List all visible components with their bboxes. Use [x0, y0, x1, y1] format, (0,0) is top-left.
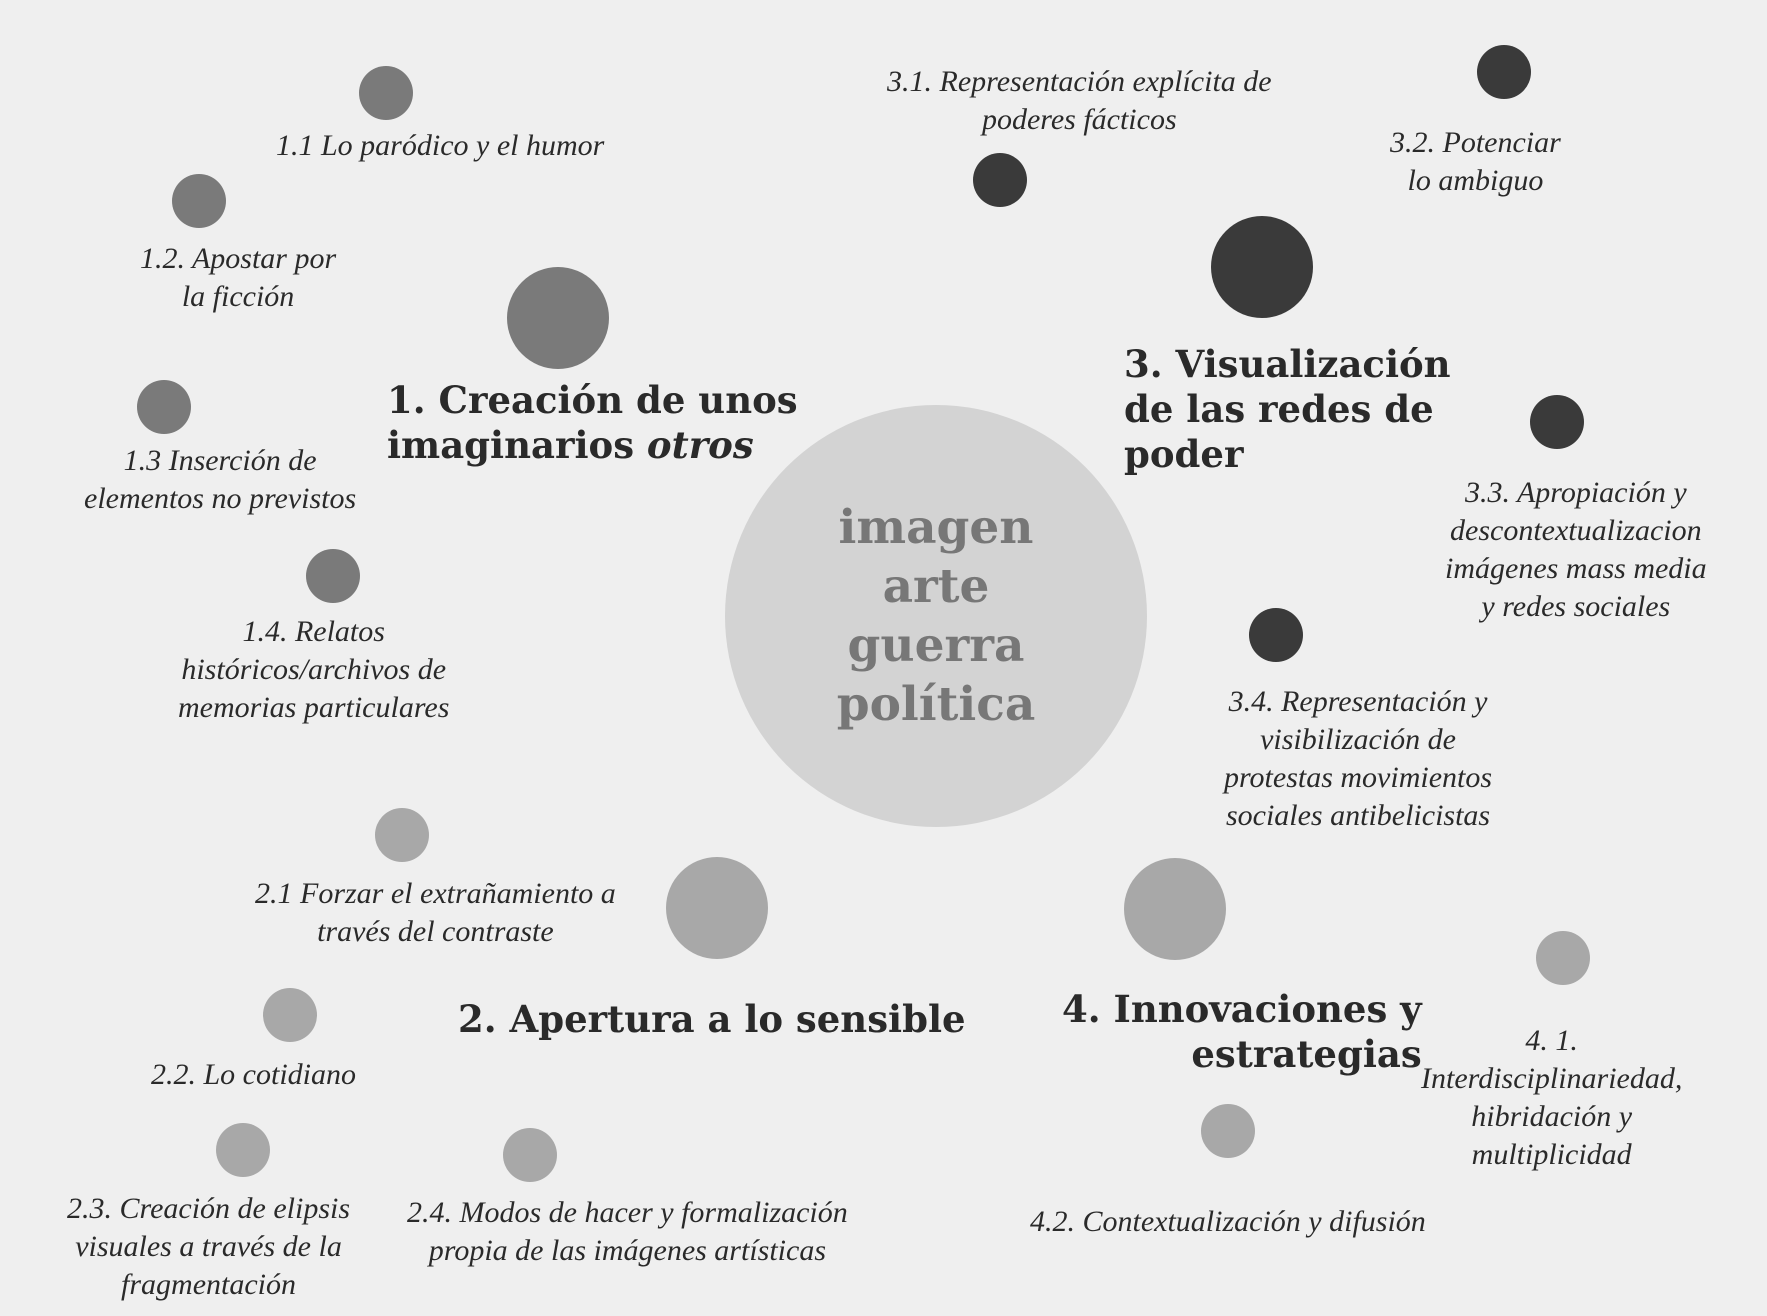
group4-title-line2: estrategias	[1191, 1032, 1422, 1076]
group1-title	[387, 378, 798, 468]
node-2-3	[216, 1123, 270, 1177]
node-1-1	[359, 66, 413, 120]
label-3-3-line4: y redes sociales	[1481, 590, 1671, 623]
label-3-2-line1: 3.2. Potenciar	[1390, 126, 1561, 159]
group3-title-line3: poder	[1124, 432, 1244, 476]
group1-title-line2	[387, 423, 798, 468]
label-3-4	[1224, 683, 1492, 835]
label-4-2	[1030, 1203, 1426, 1241]
group1-title-line2-italic: otros	[646, 423, 754, 467]
node-3-1	[973, 153, 1027, 207]
label-2-4-line1: 2.4. Modos de hacer y formalización	[407, 1196, 848, 1229]
label-3-2	[1390, 124, 1561, 200]
label-2-3	[67, 1190, 350, 1304]
node-3-4	[1249, 608, 1303, 662]
node-1-4	[306, 549, 360, 603]
label-1-3-line2: elementos no previstos	[84, 482, 357, 515]
label-2-1-line2: través del contraste	[317, 915, 554, 948]
group1-main-node	[507, 267, 609, 369]
label-3-3-line2: descontextualizacion	[1450, 514, 1702, 547]
label-2-1-line1: 2.1 Forzar el extrañamiento a	[255, 877, 616, 910]
label-3-3	[1445, 474, 1707, 626]
group4-title	[1062, 987, 1422, 1077]
group2-title	[458, 997, 966, 1042]
label-1-4-line1: 1.4. Relatos	[242, 615, 385, 648]
label-4-1	[1421, 1022, 1682, 1174]
center-word-3: guerra	[847, 618, 1025, 673]
group3-title-line1: 3. Visualización	[1124, 342, 1451, 386]
label-1-4	[178, 613, 449, 727]
group1-title-line2-plain: imaginarios	[387, 423, 647, 467]
label-1-3	[84, 442, 356, 518]
label-1-1-line1: 1.1 Lo paródico y el humor	[276, 129, 605, 162]
label-1-3-line1: 1.3 Inserción de	[123, 444, 317, 477]
group3-title	[1124, 342, 1451, 477]
label-4-1-line4: multiplicidad	[1471, 1138, 1632, 1171]
center-word-1: imagen	[838, 500, 1034, 555]
label-3-1-line2: poderes fácticos	[981, 103, 1177, 136]
group4-main-node	[1124, 858, 1226, 960]
group3-main-node	[1211, 216, 1313, 318]
label-4-1-line3: hibridación y	[1471, 1100, 1633, 1133]
node-3-2	[1477, 45, 1531, 99]
label-2-3-line1: 2.3. Creación de elipsis	[67, 1192, 351, 1225]
node-2-2	[263, 988, 317, 1042]
label-1-4-line3: memorias particulares	[178, 691, 450, 724]
label-1-2	[140, 240, 336, 316]
center-word-4: política	[836, 677, 1036, 732]
label-1-2-line2: la ficción	[181, 280, 295, 313]
group2-main-node	[666, 857, 768, 959]
group3-title-line2: de las redes de	[1124, 387, 1434, 431]
center-word-2: arte	[882, 559, 990, 614]
node-1-3	[137, 380, 191, 434]
group1-title-line1: 1. Creación de unos	[387, 378, 798, 422]
label-3-4-line2: visibilización de	[1260, 723, 1456, 756]
label-3-4-line3: protestas movimientos	[1224, 761, 1493, 794]
label-2-1	[255, 875, 616, 951]
label-2-4	[407, 1194, 848, 1270]
label-2-2-line1: 2.2. Lo cotidiano	[151, 1058, 357, 1091]
label-2-3-line2: visuales a través de la	[75, 1230, 342, 1263]
label-4-1-line2: Interdisciplinariedad,	[1421, 1062, 1683, 1095]
label-3-4-line4: sociales antibelicistas	[1225, 799, 1491, 832]
node-2-4	[503, 1128, 557, 1182]
label-3-1	[887, 63, 1272, 139]
node-4-1	[1536, 931, 1590, 985]
label-3-2-line2: lo ambiguo	[1407, 164, 1544, 197]
label-3-3-line1: 3.3. Apropiación y	[1464, 476, 1687, 509]
label-3-3-line3: imágenes mass media	[1445, 552, 1707, 585]
label-4-2-line1: 4.2. Contextualización y difusión	[1030, 1205, 1426, 1238]
node-1-2	[172, 174, 226, 228]
label-2-4-line2: propia de las imágenes artísticas	[428, 1234, 826, 1267]
label-2-2	[151, 1056, 356, 1094]
label-4-1-line1: 4. 1.	[1525, 1024, 1578, 1057]
group4-title-line1: 4. Innovaciones y	[1062, 987, 1422, 1031]
node-2-1	[375, 808, 429, 862]
center-concept-circle	[725, 405, 1147, 827]
label-1-4-line2: históricos/archivos de	[181, 653, 447, 686]
group2-title-text: 2. Apertura a lo sensible	[458, 997, 966, 1041]
node-4-2	[1201, 1104, 1255, 1158]
label-2-3-line3: fragmentación	[121, 1268, 296, 1301]
node-3-3	[1530, 395, 1584, 449]
label-3-1-line1: 3.1. Representación explícita de	[887, 65, 1272, 98]
label-1-1	[276, 127, 604, 165]
label-3-4-line1: 3.4. Representación y	[1228, 685, 1488, 718]
label-1-2-line1: 1.2. Apostar por	[140, 242, 337, 275]
